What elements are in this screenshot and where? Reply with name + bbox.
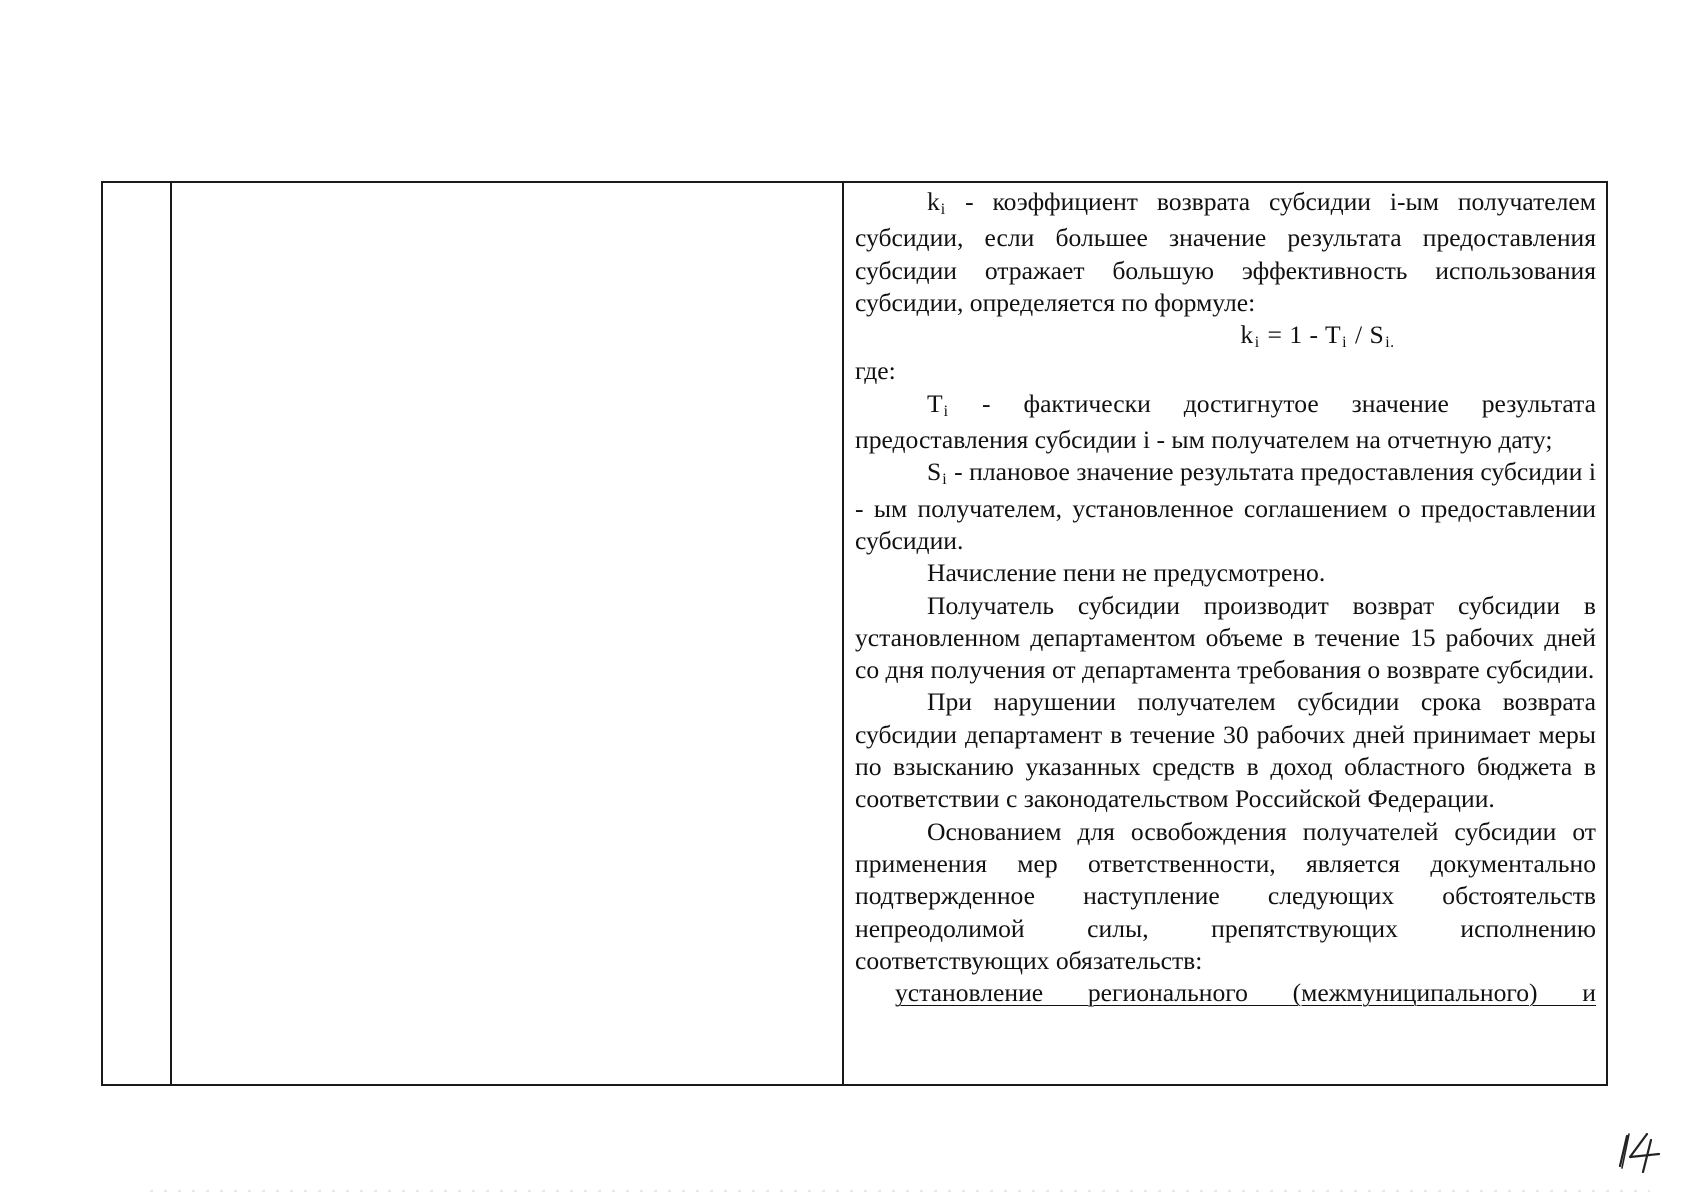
paragraph-ti-definition <box>855 388 1596 457</box>
var-k: k <box>927 187 940 216</box>
var-t: T <box>927 388 943 418</box>
formula-k: k <box>1240 320 1254 350</box>
paragraph-ki-definition <box>855 186 1596 319</box>
var-t-subscript: i <box>943 402 949 420</box>
scan-artifact-line <box>150 1190 1650 1192</box>
paragraph-violation: При нарушении получателем субсидии срока возврата субсидии департамент в течение 30 рабочих дней принимает меры по взысканию указанных средств в доход областного бюджета в соответствии с законодательством Российской Федерации. <box>855 687 1596 814</box>
handwritten-page-number <box>1617 1130 1665 1176</box>
formula-equals: = 1 - T <box>1260 320 1342 350</box>
table-column-text <box>844 183 1606 1084</box>
where-label: где: <box>855 356 896 386</box>
var-s-subscript: i <box>942 471 947 489</box>
var-k-subscript: i <box>940 201 946 218</box>
paragraph-continuation: установление регионального (межмуниципального) и <box>895 978 1596 1008</box>
table-column-requirement <box>172 183 844 1084</box>
document-table <box>101 181 1608 1086</box>
formula-s-subscript: i. <box>1385 334 1395 352</box>
formula-t-subscript: i <box>1342 334 1348 352</box>
formula <box>855 319 1596 355</box>
formula-k-subscript: i <box>1254 334 1260 352</box>
paragraph-text: - плановое значение результата предоставления субсидии i - ым получателем, установленное соглашением о предоставлении субсидии. <box>855 457 1596 555</box>
paragraph-exemption: Основанием для освобождения получателей субсидии от применения мер ответственности, является документально подтвержденное наступление следующих обстоятельств непреодолимой силы, препятствующих исполнению соответствующих обязательств: <box>855 816 1596 975</box>
paragraph-refund: Получатель субсидии производит возврат субсидии в установленном департаментом объеме в течение 15 рабочих дней со дня получения от департамента требования о возврате субсидии. <box>855 590 1596 685</box>
paragraph-penalty: Начисление пени не предусмотрено. <box>927 558 1326 588</box>
paragraph-text: - коэффициент возврата субсидии i-ым получателем субсидии, если большее значение результата предоставления субсидии отражает большую эффективность использования субсидии, определяется по формуле: <box>855 187 1596 317</box>
page-number-scrawl <box>1617 1130 1665 1176</box>
var-s: S <box>927 457 942 487</box>
paragraph-text: - фактически достигнутое значение результата предоставления субсидии i - ым получателем на отчетную дату; <box>855 388 1596 455</box>
formula-divide: / S <box>1348 320 1385 350</box>
paragraph-si-definition <box>855 456 1596 557</box>
table-column-number <box>103 183 172 1084</box>
